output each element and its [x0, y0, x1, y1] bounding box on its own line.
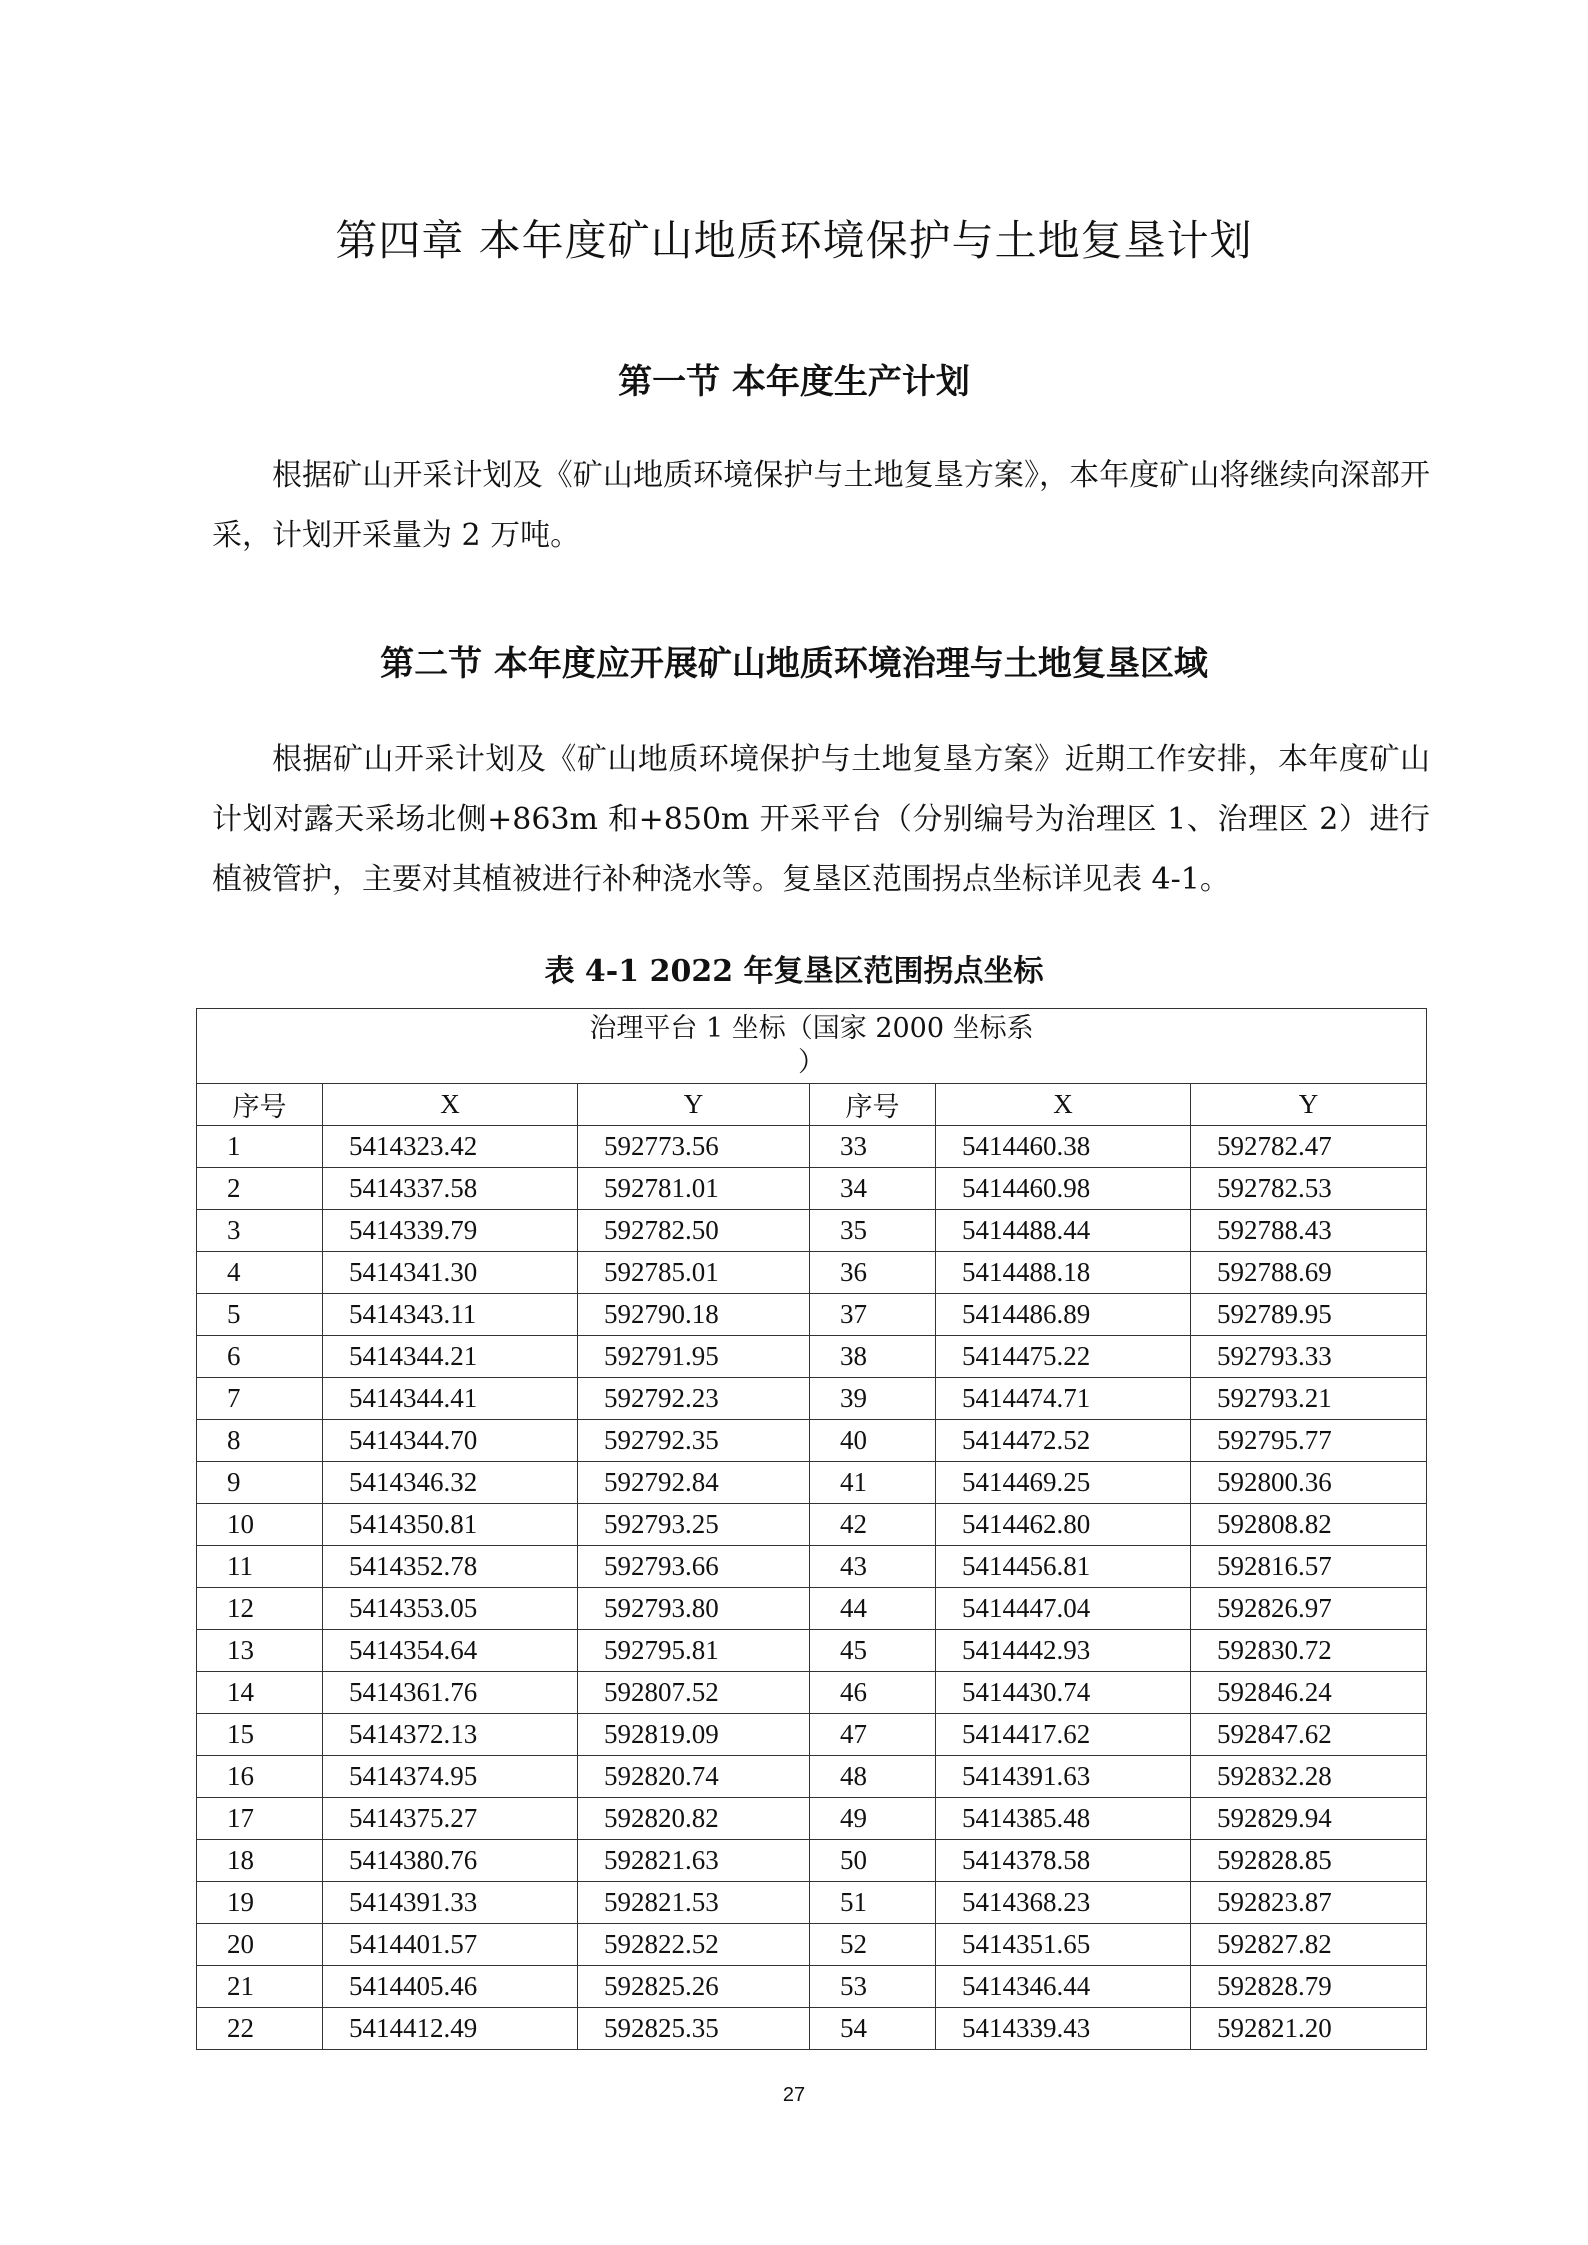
cell-y: 592828.79	[1191, 1966, 1427, 2008]
header-x: X	[323, 1084, 578, 1126]
table-row	[197, 1378, 1427, 1420]
cell-x: 5414391.33	[323, 1882, 578, 1924]
cell-seq: 44	[810, 1588, 936, 1630]
cell-seq: 10	[197, 1504, 323, 1546]
cell-seq: 16	[197, 1756, 323, 1798]
table-row	[197, 1546, 1427, 1588]
table-row	[197, 1294, 1427, 1336]
cell-x: 5414460.98	[936, 1168, 1191, 1210]
cell-y: 592789.95	[1191, 1294, 1427, 1336]
table-row	[197, 1630, 1427, 1672]
section-title-reclamation-area: 第二节 本年度应开展矿山地质环境治理与土地复垦区域	[380, 644, 1208, 684]
cell-seq: 46	[810, 1672, 936, 1714]
cell-y: 592807.52	[578, 1672, 810, 1714]
cell-x: 5414442.93	[936, 1630, 1191, 1672]
table-row	[197, 1126, 1427, 1168]
reclamation-area-paragraph: 根据矿山开采计划及《矿山地质环境保护与土地复垦方案》近期工作安排，本年度矿山计划对露天采场北侧+863m 和+850m 开采平台（分别编号为治理区 1、治理区 2）进行植被管护，主要对其植被进行补种浇水等。复垦区范围拐点坐标详见表 4-1。	[212, 742, 1430, 897]
cell-y: 592827.82	[1191, 1924, 1427, 1966]
cell-seq: 14	[197, 1672, 323, 1714]
cell-x: 5414344.41	[323, 1378, 578, 1420]
cell-x: 5414352.78	[323, 1546, 578, 1588]
cell-y: 592792.35	[578, 1420, 810, 1462]
cell-x: 5414343.11	[323, 1294, 578, 1336]
cell-seq: 6	[197, 1336, 323, 1378]
cell-seq: 41	[810, 1462, 936, 1504]
cell-y: 592819.09	[578, 1714, 810, 1756]
cell-seq: 50	[810, 1840, 936, 1882]
cell-x: 5414361.76	[323, 1672, 578, 1714]
cell-x: 5414339.79	[323, 1210, 578, 1252]
cell-seq: 7	[197, 1378, 323, 1420]
cell-y: 592825.35	[578, 2008, 810, 2050]
cell-y: 592790.18	[578, 1294, 810, 1336]
cell-x: 5414469.25	[936, 1462, 1191, 1504]
cell-x: 5414460.38	[936, 1126, 1191, 1168]
table-row	[197, 1210, 1427, 1252]
table-row	[197, 1924, 1427, 1966]
table-row	[197, 1840, 1427, 1882]
header-x: X	[936, 1084, 1191, 1126]
cell-x: 5414380.76	[323, 1840, 578, 1882]
cell-y: 592821.63	[578, 1840, 810, 1882]
cell-x: 5414372.13	[323, 1714, 578, 1756]
cell-x: 5414456.81	[936, 1546, 1191, 1588]
cell-y: 592793.21	[1191, 1378, 1427, 1420]
cell-y: 592808.82	[1191, 1504, 1427, 1546]
cell-seq: 49	[810, 1798, 936, 1840]
table-banner	[197, 1009, 1427, 1084]
cell-y: 592793.80	[578, 1588, 810, 1630]
cell-x: 5414462.80	[936, 1504, 1191, 1546]
cell-seq: 35	[810, 1210, 936, 1252]
header-seq: 序号	[810, 1084, 936, 1126]
table-row	[197, 1882, 1427, 1924]
cell-seq: 13	[197, 1630, 323, 1672]
table-row	[197, 1252, 1427, 1294]
cell-y: 592846.24	[1191, 1672, 1427, 1714]
table-row	[197, 1462, 1427, 1504]
table-row	[197, 2008, 1427, 2050]
cell-seq: 8	[197, 1420, 323, 1462]
cell-seq: 43	[810, 1546, 936, 1588]
cell-y: 592793.33	[1191, 1336, 1427, 1378]
cell-seq: 12	[197, 1588, 323, 1630]
cell-seq: 19	[197, 1882, 323, 1924]
table-row	[197, 1588, 1427, 1630]
cell-seq: 52	[810, 1924, 936, 1966]
cell-seq: 48	[810, 1756, 936, 1798]
cell-x: 5414417.62	[936, 1714, 1191, 1756]
cell-seq: 38	[810, 1336, 936, 1378]
cell-y: 592793.66	[578, 1546, 810, 1588]
cell-x: 5414447.04	[936, 1588, 1191, 1630]
cell-seq: 42	[810, 1504, 936, 1546]
cell-seq: 34	[810, 1168, 936, 1210]
cell-y: 592826.97	[1191, 1588, 1427, 1630]
cell-seq: 15	[197, 1714, 323, 1756]
cell-y: 592793.25	[578, 1504, 810, 1546]
cell-y: 592820.74	[578, 1756, 810, 1798]
cell-x: 5414339.43	[936, 2008, 1191, 2050]
cell-x: 5414401.57	[323, 1924, 578, 1966]
header-y: Y	[1191, 1084, 1427, 1126]
cell-y: 592791.95	[578, 1336, 810, 1378]
cell-y: 592832.28	[1191, 1756, 1427, 1798]
cell-seq: 3	[197, 1210, 323, 1252]
cell-x: 5414368.23	[936, 1882, 1191, 1924]
cell-y: 592788.43	[1191, 1210, 1427, 1252]
cell-x: 5414472.52	[936, 1420, 1191, 1462]
chapter-title: 第四章 本年度矿山地质环境保护与土地复垦计划	[335, 216, 1253, 265]
table-body	[197, 1126, 1427, 2050]
cell-seq: 5	[197, 1294, 323, 1336]
cell-seq: 54	[810, 2008, 936, 2050]
production-plan-paragraph: 根据矿山开采计划及《矿山地质环境保护与土地复垦方案》，本年度矿山将继续向深部开采，计划开采量为 2 万吨。	[212, 458, 1430, 553]
cell-y: 592828.85	[1191, 1840, 1427, 1882]
cell-seq: 39	[810, 1378, 936, 1420]
cell-y: 592795.81	[578, 1630, 810, 1672]
cell-x: 5414354.64	[323, 1630, 578, 1672]
cell-seq: 47	[810, 1714, 936, 1756]
cell-seq: 2	[197, 1168, 323, 1210]
cell-x: 5414350.81	[323, 1504, 578, 1546]
table-row	[197, 1336, 1427, 1378]
cell-y: 592785.01	[578, 1252, 810, 1294]
cell-seq: 20	[197, 1924, 323, 1966]
cell-y: 592782.53	[1191, 1168, 1427, 1210]
cell-y: 592829.94	[1191, 1798, 1427, 1840]
cell-y: 592773.56	[578, 1126, 810, 1168]
cell-y: 592820.82	[578, 1798, 810, 1840]
cell-seq: 11	[197, 1546, 323, 1588]
cell-x: 5414375.27	[323, 1798, 578, 1840]
table-banner-line1: 治理平台 1 坐标（国家 2000 坐标系	[589, 1013, 1034, 1044]
cell-y: 592782.47	[1191, 1126, 1427, 1168]
cell-y: 592830.72	[1191, 1630, 1427, 1672]
cell-y: 592823.87	[1191, 1882, 1427, 1924]
cell-seq: 4	[197, 1252, 323, 1294]
table-caption: 表 4-1 2022 年复垦区范围拐点坐标	[544, 954, 1044, 989]
cell-seq: 36	[810, 1252, 936, 1294]
cell-x: 5414351.65	[936, 1924, 1191, 1966]
cell-y: 592821.20	[1191, 2008, 1427, 2050]
cell-x: 5414405.46	[323, 1966, 578, 2008]
cell-x: 5414488.44	[936, 1210, 1191, 1252]
cell-x: 5414344.21	[323, 1336, 578, 1378]
table-row	[197, 1966, 1427, 2008]
cell-y: 592825.26	[578, 1966, 810, 2008]
cell-x: 5414353.05	[323, 1588, 578, 1630]
cell-x: 5414486.89	[936, 1294, 1191, 1336]
cell-x: 5414344.70	[323, 1420, 578, 1462]
cell-y: 592781.01	[578, 1168, 810, 1210]
cell-seq: 21	[197, 1966, 323, 2008]
cell-x: 5414391.63	[936, 1756, 1191, 1798]
cell-seq: 9	[197, 1462, 323, 1504]
cell-seq: 51	[810, 1882, 936, 1924]
table-row	[197, 1672, 1427, 1714]
cell-y: 592795.77	[1191, 1420, 1427, 1462]
cell-x: 5414346.44	[936, 1966, 1191, 2008]
cell-seq: 18	[197, 1840, 323, 1882]
cell-y: 592816.57	[1191, 1546, 1427, 1588]
cell-seq: 22	[197, 2008, 323, 2050]
cell-y: 592792.23	[578, 1378, 810, 1420]
cell-x: 5414475.22	[936, 1336, 1191, 1378]
cell-seq: 40	[810, 1420, 936, 1462]
cell-x: 5414341.30	[323, 1252, 578, 1294]
cell-x: 5414323.42	[323, 1126, 578, 1168]
cell-x: 5414374.95	[323, 1756, 578, 1798]
cell-seq: 37	[810, 1294, 936, 1336]
cell-x: 5414474.71	[936, 1378, 1191, 1420]
table-banner-line2: ）	[798, 1047, 825, 1078]
cell-y: 592788.69	[1191, 1252, 1427, 1294]
coordinates-table	[196, 1008, 1427, 2050]
table-row	[197, 1714, 1427, 1756]
cell-x: 5414346.32	[323, 1462, 578, 1504]
cell-x: 5414378.58	[936, 1840, 1191, 1882]
cell-seq: 17	[197, 1798, 323, 1840]
table-row	[197, 1168, 1427, 1210]
cell-x: 5414385.48	[936, 1798, 1191, 1840]
table-row	[197, 1504, 1427, 1546]
cell-x: 5414488.18	[936, 1252, 1191, 1294]
cell-seq: 1	[197, 1126, 323, 1168]
table-row	[197, 1756, 1427, 1798]
cell-y: 592821.53	[578, 1882, 810, 1924]
header-seq: 序号	[197, 1084, 323, 1126]
cell-y: 592847.62	[1191, 1714, 1427, 1756]
cell-seq: 33	[810, 1126, 936, 1168]
cell-x: 5414430.74	[936, 1672, 1191, 1714]
cell-x: 5414337.58	[323, 1168, 578, 1210]
header-y: Y	[578, 1084, 810, 1126]
cell-y: 592800.36	[1191, 1462, 1427, 1504]
cell-seq: 53	[810, 1966, 936, 2008]
cell-seq: 45	[810, 1630, 936, 1672]
cell-y: 592822.52	[578, 1924, 810, 1966]
section-title-production-plan: 第一节 本年度生产计划	[618, 362, 970, 402]
cell-x: 5414412.49	[323, 2008, 578, 2050]
page-number: 27	[782, 2084, 806, 2106]
cell-y: 592792.84	[578, 1462, 810, 1504]
table-header-row	[197, 1084, 1427, 1126]
table-row	[197, 1798, 1427, 1840]
cell-y: 592782.50	[578, 1210, 810, 1252]
table-row	[197, 1420, 1427, 1462]
